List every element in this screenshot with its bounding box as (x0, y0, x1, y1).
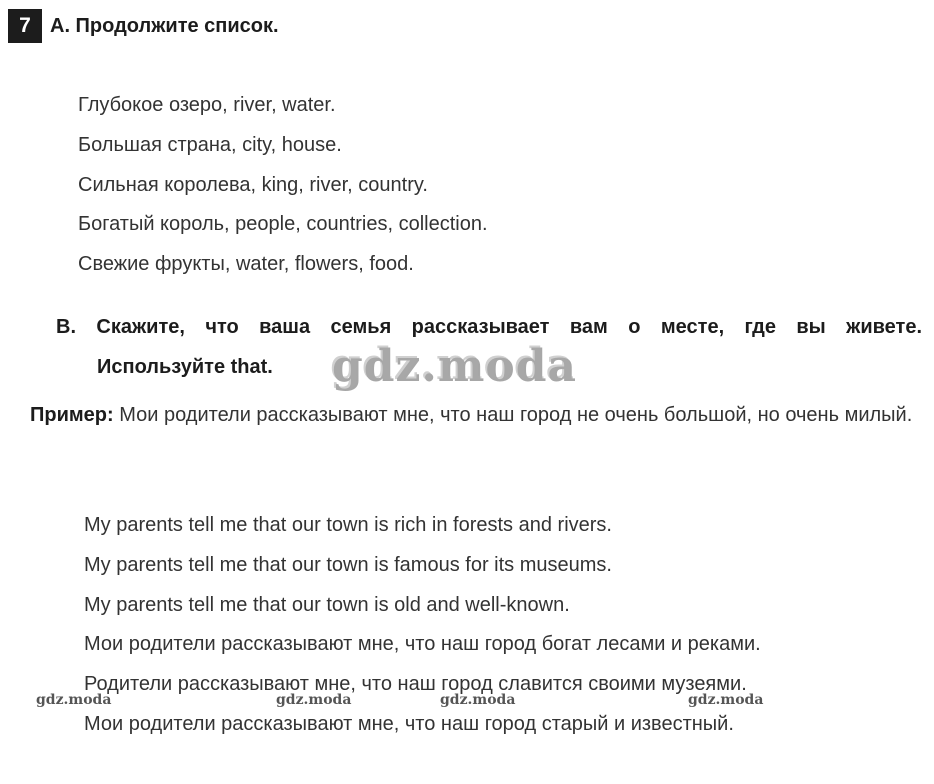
watermark-small: gdz.moda (688, 692, 764, 708)
section-a-line: Богатый король, people, countries, collection. (78, 213, 488, 235)
section-a-line: Сильная королева, king, river, country. (78, 174, 428, 196)
section-a-line: Глубокое озеро, river, water. (78, 94, 336, 116)
section-b-answer: Мои родители рассказывают мне, что наш город старый и известный. (84, 713, 734, 735)
section-a-title: A. Продолжите список. (50, 14, 279, 37)
watermark-small: gdz.moda (440, 692, 516, 708)
example-paragraph (30, 395, 922, 435)
watermark-logo: gdz.moda (330, 339, 576, 390)
section-a-line: Большая страна, city, house. (78, 134, 342, 156)
section-b-answer: My parents tell me that our town is old and well-known. (84, 594, 570, 616)
exercise-number-badge: 7 (8, 9, 42, 43)
section-a-line: Свежие фрукты, water, flowers, food. (78, 253, 414, 275)
section-b-answer: My parents tell me that our town is rich in forests and rivers. (84, 514, 612, 536)
section-b-answer: My parents tell me that our town is famous for its museums. (84, 554, 612, 576)
section-b-task: B. Скажите, что ваша семья рассказывает вам о месте, где вы живете. (56, 316, 922, 338)
watermark-small: gdz.moda (276, 692, 352, 708)
section-b-task-instruction: Используйте that. (97, 356, 273, 378)
watermark-small: gdz.moda (36, 692, 112, 708)
exercise-header (8, 9, 279, 43)
section-b-answer: Родители рассказывают мне, что наш город славится своими музеями. (84, 673, 747, 695)
example-text: Мои родители рассказывают мне, что наш город не очень большой, но очень милый. (113, 404, 913, 426)
example-label: Пример: (30, 404, 114, 426)
section-b-answer: Мои родители рассказывают мне, что наш город богат лесами и реками. (84, 633, 761, 655)
